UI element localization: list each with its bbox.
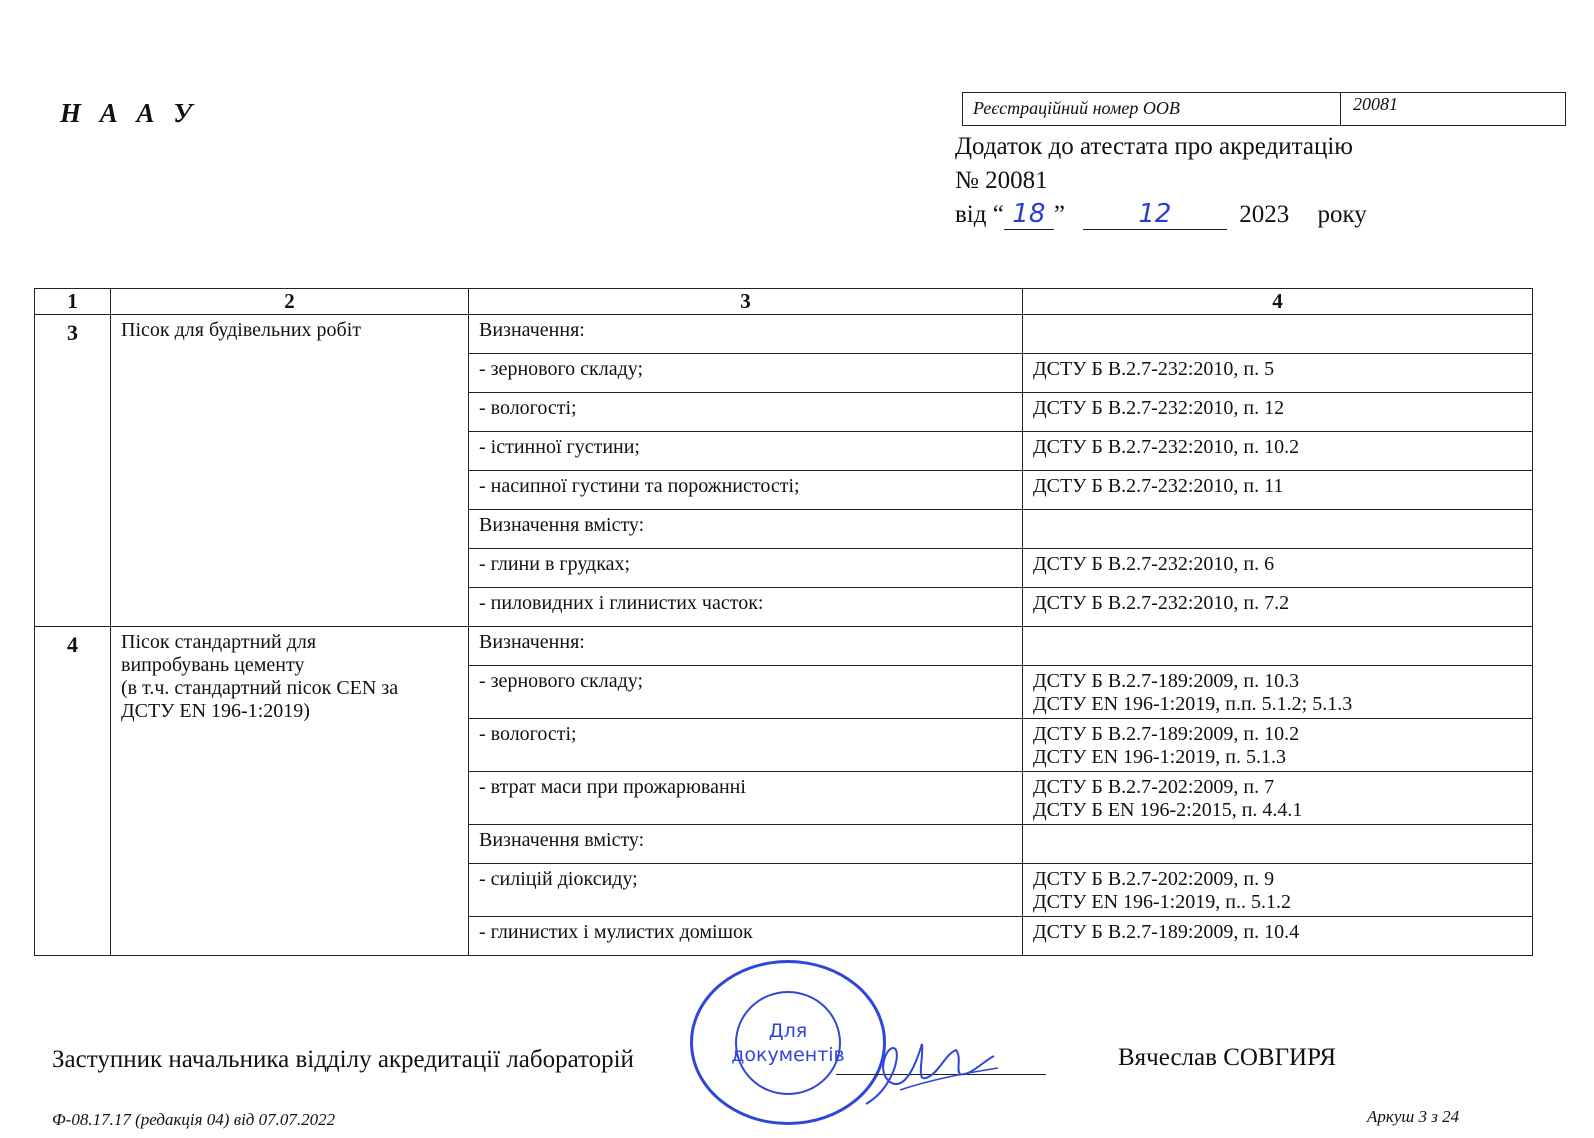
standard-line: ДСТУ Б В.2.7-202:2009, п. 7	[1033, 776, 1275, 798]
org-abbreviation: Н А А У	[60, 98, 199, 128]
product-name-line: Пісок стандартний для	[121, 631, 317, 653]
standard-line: ДСТУ EN 196-1:2019, п.. 5.1.2	[1033, 891, 1291, 913]
standard-cell	[1023, 719, 1533, 772]
date-quote-close: ”	[1053, 201, 1065, 228]
standard-line: ДСТУ EN 196-1:2019, п.п. 5.1.2; 5.1.3	[1033, 693, 1353, 715]
registration-value: 20081	[1353, 94, 1398, 114]
method-cell: - вологості;	[469, 719, 1023, 772]
method-cell: - пиловидних і глинистих часток:	[469, 588, 1023, 627]
stamp-line: документів	[731, 1044, 845, 1066]
official-stamp	[690, 960, 886, 1125]
method-cell: Визначення:	[469, 315, 1023, 354]
date-month: 12	[1138, 199, 1172, 229]
standard-cell	[1023, 864, 1533, 917]
item-number: 3	[35, 315, 111, 627]
standard-cell	[1023, 772, 1533, 825]
date-prefix: від “	[955, 201, 1004, 228]
standard-cell: ДСТУ Б В.2.7-232:2010, п. 6	[1023, 549, 1533, 588]
standard-cell	[1023, 825, 1533, 864]
method-cell: - втрат маси при прожарюванні	[469, 772, 1023, 825]
method-cell: - вологості;	[469, 393, 1023, 432]
method-cell: - насипної густини та порожнистості;	[469, 471, 1023, 510]
product-name-line: ДСТУ EN 196-1:2019)	[121, 700, 310, 722]
column-header: 3	[469, 289, 1023, 315]
method-cell: - силіцій діоксиду;	[469, 864, 1023, 917]
accreditation-scope-table	[34, 288, 1533, 956]
standard-cell: ДСТУ Б В.2.7-232:2010, п. 11	[1023, 471, 1533, 510]
registration-box	[962, 92, 1566, 126]
standard-cell: ДСТУ Б В.2.7-232:2010, п. 10.2	[1023, 432, 1533, 471]
signer-title: Заступник начальника відділу акредитації лабораторій	[52, 1046, 634, 1073]
certificate-number: № 20081	[955, 167, 1048, 194]
date-day: 18	[1012, 199, 1046, 229]
standard-line: ДСТУ Б EN 196-2:2015, п. 4.4.1	[1033, 799, 1303, 821]
method-cell: - глини в грудках;	[469, 549, 1023, 588]
standard-cell	[1023, 666, 1533, 719]
method-cell: Визначення вмісту:	[469, 825, 1023, 864]
product-name-line: (в т.ч. стандартний пісок CEN за	[121, 677, 399, 699]
standard-cell: ДСТУ Б В.2.7-232:2010, п. 5	[1023, 354, 1533, 393]
standard-cell: ДСТУ Б В.2.7-232:2010, п. 12	[1023, 393, 1533, 432]
method-cell: - зернового складу;	[469, 354, 1023, 393]
form-code: Ф-08.17.17 (редакція 04) від 07.07.2022	[52, 1110, 336, 1129]
product-name	[111, 627, 469, 956]
table-row	[35, 627, 1533, 666]
registration-label: Реєстраційний номер ООВ	[963, 93, 1341, 125]
date-suffix: року	[1317, 201, 1367, 228]
method-cell: - зернового складу;	[469, 666, 1023, 719]
stamp-center	[731, 991, 845, 1095]
standard-cell	[1023, 315, 1533, 354]
item-number: 4	[35, 627, 111, 956]
standard-line: ДСТУ Б В.2.7-189:2009, п. 10.3	[1033, 670, 1300, 692]
column-header: 4	[1023, 289, 1533, 315]
appendix-block	[955, 130, 1367, 232]
date-line	[955, 198, 1367, 232]
standard-line: ДСТУ EN 196-1:2019, п. 5.1.3	[1033, 746, 1286, 768]
standard-cell: ДСТУ Б В.2.7-232:2010, п. 7.2	[1023, 588, 1533, 627]
sheet-number: Аркуш 3 з 24	[1367, 1107, 1460, 1126]
standard-cell: ДСТУ Б В.2.7-189:2009, п. 10.4	[1023, 917, 1533, 956]
method-cell: - істинної густини;	[469, 432, 1023, 471]
product-name-line: випробувань цементу	[121, 654, 305, 676]
standard-line: ДСТУ Б В.2.7-189:2009, п. 10.2	[1033, 723, 1300, 745]
product-name: Пісок для будівельних робіт	[111, 315, 469, 627]
table-header-row	[35, 289, 1533, 315]
standard-cell	[1023, 627, 1533, 666]
method-cell: Визначення:	[469, 627, 1023, 666]
appendix-title: Додаток до атестата про акредитацію	[955, 133, 1353, 160]
method-cell: Визначення вмісту:	[469, 510, 1023, 549]
standard-cell	[1023, 510, 1533, 549]
table-row	[35, 315, 1533, 354]
signature-icon	[860, 1030, 1000, 1110]
column-header: 1	[35, 289, 111, 315]
date-year: 2023	[1239, 201, 1290, 228]
column-header: 2	[111, 289, 469, 315]
stamp-line: Для	[768, 1020, 808, 1042]
standard-line: ДСТУ Б В.2.7-202:2009, п. 9	[1033, 868, 1275, 890]
signer-name: Вячеслав СОВГИРЯ	[1118, 1044, 1337, 1071]
method-cell: - глинистих і мулистих домішок	[469, 917, 1023, 956]
